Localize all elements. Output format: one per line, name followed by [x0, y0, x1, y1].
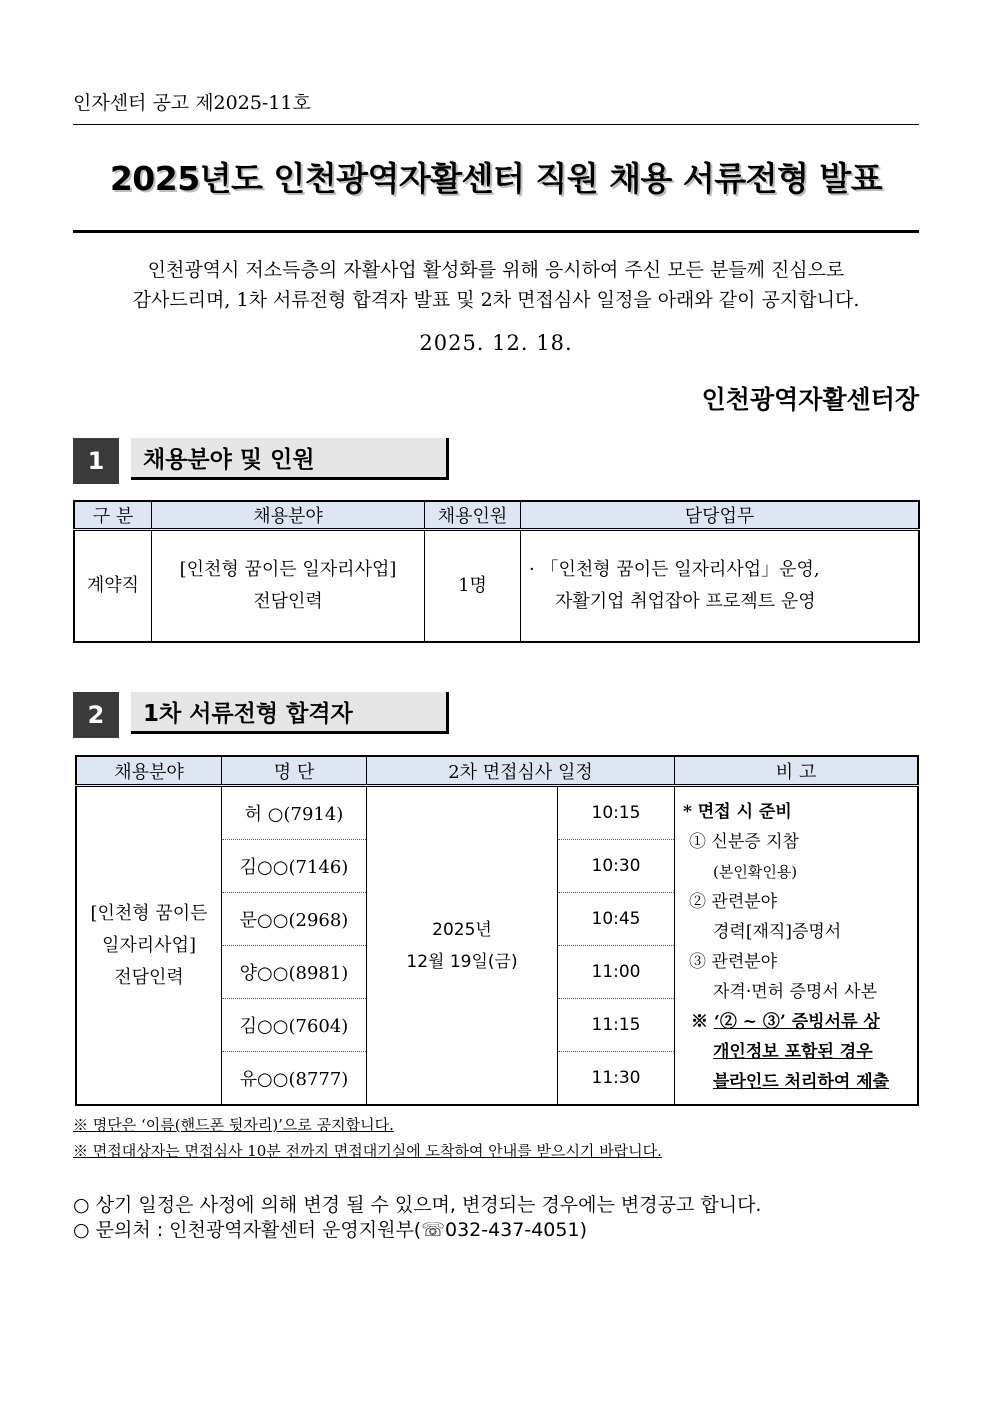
note-mark: ※ — [691, 1012, 708, 1032]
applicant-name: 김○○(7146) — [222, 840, 367, 893]
col-header: 담당업무 — [521, 501, 920, 530]
interview-time: 11:15 — [558, 999, 675, 1052]
interview-time: 10:30 — [558, 840, 675, 893]
footnote: ※ 명단은 ‘이름(핸드폰 뒷자리)’으로 공지합니다. — [73, 1116, 394, 1134]
date-line: 2025년 — [432, 919, 492, 940]
interview-time: 11:00 — [558, 946, 675, 999]
notice-number: 인자센터 공고 제2025-11호 — [73, 92, 311, 114]
remarks-head: * 면접 시 준비 — [683, 802, 792, 822]
title-divider — [73, 230, 919, 233]
remarks-cell — [675, 786, 919, 1106]
applicants-table — [75, 755, 919, 1106]
signer: 인천광역자활센터장 — [701, 385, 919, 414]
field-line: [인천형 꿈이든 — [90, 902, 208, 924]
applicant-name: 양○○(8981) — [222, 946, 367, 999]
col-header: 채용분야 — [76, 756, 222, 786]
header-divider — [73, 124, 919, 125]
field-line: 일자리사업] — [102, 934, 196, 956]
applicant-name: 유○○(8777) — [222, 1052, 367, 1106]
employment-type: 계약직 — [74, 530, 152, 643]
applicant-name: 문○○(2968) — [222, 893, 367, 946]
table-header-row — [74, 501, 919, 530]
field-cell — [152, 530, 425, 643]
remarks-item: ② 관련분야 — [689, 892, 778, 912]
note-line: 개인정보 포함된 경우 — [713, 1042, 873, 1062]
col-header: 채용인원 — [425, 501, 521, 530]
applicant-name: 허 ○(7914) — [222, 786, 367, 840]
interview-date — [367, 786, 558, 1106]
section-number-2: 2 — [73, 692, 119, 738]
field-line: [인천형 꿈이든 일자리사업] — [179, 559, 397, 580]
note-line: ‘② ~ ③’ 증빙서류 상 — [713, 1012, 880, 1032]
duty-line: · 「인천형 꿈이든 일자리사업」운영, — [529, 559, 820, 580]
note-line: 블라인드 처리하여 제출 — [713, 1072, 890, 1092]
interview-time: 10:15 — [558, 786, 675, 840]
remarks-item: 자격·면허 증명서 사본 — [713, 982, 878, 1002]
col-header: 구 분 — [74, 501, 152, 530]
applicant-name: 김○○(7604) — [222, 999, 367, 1052]
date-line: 12월 19일(금) — [406, 951, 518, 972]
intro-paragraph — [73, 255, 919, 315]
table-row — [76, 786, 918, 840]
remarks-item: 경력[재직]증명서 — [713, 922, 842, 942]
field-cell — [76, 786, 222, 1106]
table-header-row — [76, 756, 918, 786]
table-row — [74, 530, 919, 643]
bullet-item: ○ 문의처 : 인천광역자활센터 운영지원부(☏032-437-4051) — [73, 1219, 587, 1241]
intro-line: 감사드리며, 1차 서류전형 합격자 발표 및 2차 면접심사 일정을 아래와 같이 공지합니다. — [132, 289, 860, 311]
remarks-item: ③ 관련분야 — [689, 952, 778, 972]
field-line: 전담인력 — [114, 966, 184, 988]
remarks-item: (본인확인용) — [713, 863, 798, 881]
remarks-item: ① 신분증 지참 — [689, 832, 799, 852]
col-header: 명 단 — [222, 756, 367, 786]
footnote: ※ 면접대상자는 면접심사 10분 전까지 면접대기실에 도착하여 안내를 받으시기 바랍니다. — [73, 1142, 662, 1160]
col-header: 비 고 — [675, 756, 919, 786]
col-header: 2차 면접심사 일정 — [367, 756, 675, 786]
headcount: 1명 — [425, 530, 521, 643]
section-number-1: 1 — [73, 438, 119, 484]
col-header: 채용분야 — [152, 501, 425, 530]
interview-time: 10:45 — [558, 893, 675, 946]
section-title-2: 1차 서류전형 합격자 — [131, 692, 449, 734]
field-line: 전담인력 — [253, 591, 323, 612]
page-title: 2025년도 인천광역자활센터 직원 채용 서류전형 발표 — [109, 159, 883, 198]
duty-line: 자활기업 취업잡아 프로젝트 운영 — [555, 591, 816, 612]
remarks-note — [683, 1007, 911, 1037]
recruitment-table — [73, 500, 920, 643]
intro-line: 인천광역시 저소득층의 자활사업 활성화를 위해 응시하여 주신 모든 분들께 진심으로 — [147, 259, 845, 281]
notice-date: 2025. 12. 18. — [419, 331, 573, 355]
duty-cell — [521, 530, 920, 643]
section-title-1: 채용분야 및 인원 — [131, 438, 449, 480]
interview-time: 11:30 — [558, 1052, 675, 1106]
bullet-item: ○ 상기 일정은 사정에 의해 변경 될 수 있으며, 변경되는 경우에는 변경공고 합니다. — [73, 1194, 762, 1216]
notice-bullets — [73, 1193, 761, 1243]
